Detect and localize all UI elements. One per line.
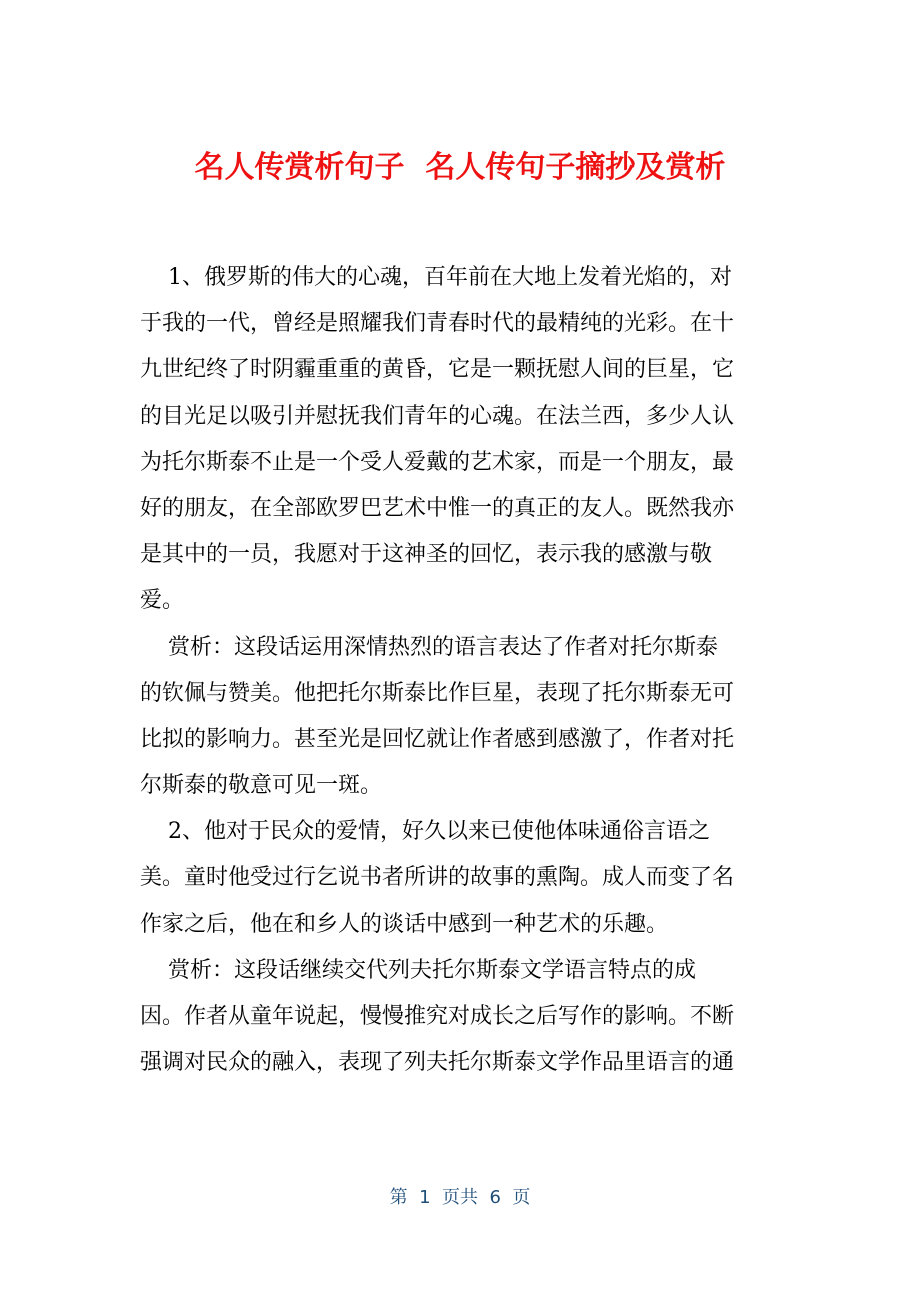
paragraph-2 xyxy=(140,630,780,815)
page-number-footer: 第 1 页共 6 页 xyxy=(389,1187,531,1208)
text-line: 的钦佩与赞美。他把托尔斯泰比作巨星，表现了托尔斯泰无可 xyxy=(140,680,735,706)
text-line: 好的朋友，在全部欧罗巴艺术中惟一的真正的友人。既然我亦 xyxy=(140,495,735,521)
text-line: 2、他对于民众的爱情，好久以来已使他体味通俗言语之 xyxy=(140,819,710,845)
text-line: 美。童时他受过行乞说书者所讲的故事的熏陶。成人而变了名 xyxy=(140,865,735,891)
text-line: 于我的一代，曾经是照耀我们青春时代的最精纯的光彩。在十 xyxy=(140,311,735,337)
text-line: 九世纪终了时阴霾重重的黄昏，它是一颗抚慰人间的巨星，它 xyxy=(140,357,735,383)
text-line: 为托尔斯泰不止是一个受人爱戴的艺术家，而是一个朋友，最 xyxy=(140,449,735,475)
text-line: 尔斯泰的敬意可见一斑。 xyxy=(140,773,383,799)
paragraph-1 xyxy=(140,260,780,630)
paragraph-3 xyxy=(140,814,780,953)
text-line: 作家之后，他在和乡人的谈话中感到一种艺术的乐趣。 xyxy=(140,911,669,937)
text-line: 爱。 xyxy=(140,588,185,614)
text-line: 赏析：这段话继续交代列夫托尔斯泰文学语言特点的成 xyxy=(140,957,696,983)
text-line: 赏析：这段话运用深情热烈的语言表达了作者对托尔斯泰 xyxy=(140,634,718,660)
text-line: 是其中的一员，我愿对于这神圣的回忆，表示我的感激与敬 xyxy=(140,542,713,568)
document-title: 名人传赏析句子 名人传句子摘抄及赏析 xyxy=(194,150,726,185)
text-line: 强调对民众的融入，表现了列夫托尔斯泰文学作品里语言的通 xyxy=(140,1050,735,1076)
paragraph-4 xyxy=(140,953,780,1092)
text-line: 因。作者从童年说起，慢慢推究对成长之后写作的影响。不断 xyxy=(140,1004,735,1029)
text-line: 比拟的影响力。甚至光是回忆就让作者感到感激了，作者对托 xyxy=(140,726,735,752)
text-line: 1、俄罗斯的伟大的心魂，百年前在大地上发着光焰的，对 xyxy=(140,265,732,290)
document-body xyxy=(140,260,780,1091)
text-line: 的目光足以吸引并慰抚我们青年的心魂。在法兰西，多少人认 xyxy=(140,403,735,429)
